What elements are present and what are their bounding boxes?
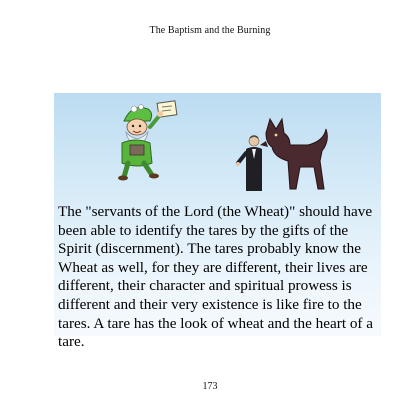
- elf-cartoon-icon: [110, 99, 182, 181]
- body-paragraph: The "servants of the Lord (the Wheat)" should have been able to identify the tares by the gifts of the Spirit (discernment). The tares probably know the Wheat as well, for they are different, their lives are different, their character and spiritual prowess is different and their very existence is like fire to the tares. A tare has the look of wheat and the heart of a tare.: [58, 203, 374, 351]
- illustrated-text-panel: [54, 93, 381, 351]
- running-head: The Baptism and the Burning: [149, 25, 271, 36]
- man-with-wolf-shadow-icon: [230, 111, 332, 193]
- page-number: 173: [202, 381, 218, 392]
